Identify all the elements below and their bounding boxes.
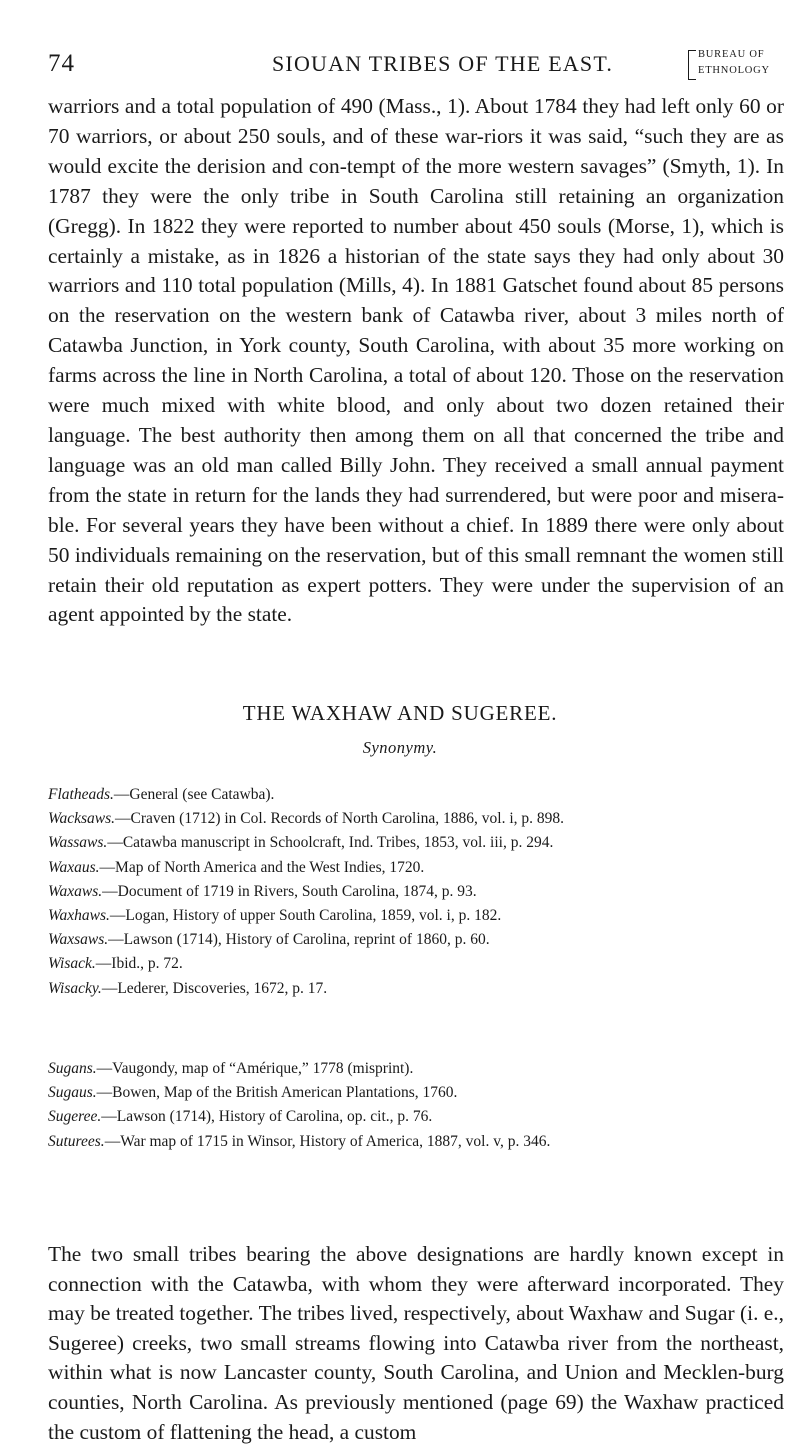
synonym-entry: [48, 1105, 784, 1129]
synonym-citation: —Bowen, Map of the British American Plantations, 1760.: [96, 1084, 458, 1102]
synonym-entry: [48, 807, 784, 831]
synonym-name: Waxaws.: [48, 882, 103, 900]
synonym-entry: [48, 904, 784, 928]
imprint-line-ethnology: ETHNOLOGY: [698, 65, 770, 76]
synonymy-heading: Synonymy.: [362, 738, 438, 757]
synonym-name: Waxhaws.: [48, 907, 110, 925]
synonym-entry: [48, 856, 784, 880]
synonym-citation: —Lederer, Discoveries, 1672, p. 17.: [101, 979, 328, 997]
synonym-name: Wassaws.: [48, 834, 108, 852]
synonym-citation: —General (see Catawba).: [113, 786, 275, 803]
imprint-line-bureau: BUREAU OF: [698, 49, 765, 60]
synonym-citation: —Lawson (1714), History of Carolina, op. cit., p. 76.: [101, 1108, 433, 1126]
bureau-imprint: [688, 48, 784, 82]
synonym-entry: [48, 783, 784, 807]
synonym-entry: [48, 1057, 784, 1081]
synonym-name: Waxaus.: [48, 858, 100, 876]
synonym-name: Waxsaws.: [48, 931, 109, 949]
synonym-name: Sugeree.: [48, 1108, 102, 1126]
page-number: 74: [48, 50, 75, 77]
synonym-name: Flatheads.: [48, 786, 114, 803]
body-paragraph: warriors and a total population of 490 (Mass., 1). About 1784 they had left only 60 or 70 warriors, or about 250 souls, and of these war-riors it was said, “such they are as would excite the derision and con-tempt of the more western savages” (Smyth, 1). In 1787 they were the only tribe in South Carolina still retaining an organization (Gregg). In 1822 they were reported to number about 450 souls (Morse, 1), which is certainly a mistake, as in 1826 a historian of the state says they had only about 30 warriors and 110 total population (Mills, 4). In 1881 Gatschet found about 85 persons on the reservation on the western bank of Catawba river, about 3 miles north of Catawba Junction, in York county, South Carolina, with about 35 more working on farms across the line in North Carolina, a total of about 120. Those on the reservation were much mixed with white blood, and only about two dozen retained their language. The best authority then among them on all that concerned the tribe and language was an old man called Billy John. They received a small annual payment from the state in return for the lands they had surrendered, but were poor and misera-ble. For several years they have been without a chief. In 1889 there were only about 50 individuals remaining on the reservation, but of this small remnant the women still retain their old reputation as expert potters. They were under the supervision of an agent appointed by the state.: [48, 94, 784, 627]
synonym-citation: —Ibid., p. 72.: [95, 955, 183, 973]
synonym-citation: —Logan, History of upper South Carolina, 1859, vol. i, p. 182.: [109, 907, 502, 925]
synonym-name: Wisack.: [48, 955, 96, 973]
synonym-entry: [48, 831, 784, 855]
synonym-citation: —Catawba manuscript in Schoolcraft, Ind. Tribes, 1853, vol. iii, p. 294.: [107, 834, 554, 852]
synonym-citation: —Map of North America and the West Indies, 1720.: [99, 858, 425, 876]
synonym-citation: —Document of 1719 in Rivers, South Carolina, 1874, p. 93.: [102, 882, 477, 900]
running-title: SIOUAN TRIBES OF THE EAST.: [272, 51, 614, 76]
synonym-entry: [48, 1130, 784, 1154]
page-header: [0, 44, 800, 84]
synonym-entry: [48, 880, 784, 904]
synonym-citation: —Vaugondy, map of “Amérique,” 1778 (misprint).: [96, 1060, 414, 1077]
synonym-citation: —Lawson (1714), History of Carolina, reprint of 1860, p. 60.: [108, 931, 490, 949]
synonym-name: Sugaus.: [48, 1084, 97, 1102]
synonym-citation: —Craven (1712) in Col. Records of North Carolina, 1886, vol. i, p. 898.: [115, 810, 565, 828]
synonymy-list-sugeree: [48, 1057, 784, 1154]
synonymy-list-waxhaw: [48, 783, 784, 1001]
synonym-entry: [48, 977, 784, 1001]
synonym-entry: [48, 1081, 784, 1105]
section-title: THE WAXHAW AND SUGEREE.: [242, 701, 558, 725]
synonym-entry: [48, 928, 784, 952]
synonym-citation: —War map of 1715 in Winsor, History of America, 1887, vol. v, p. 346.: [104, 1132, 551, 1150]
bracket-mark: [688, 50, 696, 80]
synonym-name: Suturees.: [48, 1132, 105, 1150]
body-paragraph: The two small tribes bearing the above designations are hardly known except in connection with the Catawba, with whom they were afterward incorporated. They may be treated together. The tribes lived, respectively, about Waxhaw and Sugar (i. e., Sugeree) creeks, two small streams flowing into Catawba river from the northeast, within what is now Lancaster county, South Carolina, and Union and Mecklen-burg counties, North Carolina. As previously mentioned (page 69) the Waxhaw practiced the custom of flattening the head, a custom: [48, 1242, 784, 1444]
synonym-name: Sugans.: [48, 1060, 97, 1077]
synonym-entry: [48, 952, 784, 976]
synonym-name: Wacksaws.: [48, 810, 116, 828]
synonym-name: Wisacky.: [48, 979, 102, 997]
